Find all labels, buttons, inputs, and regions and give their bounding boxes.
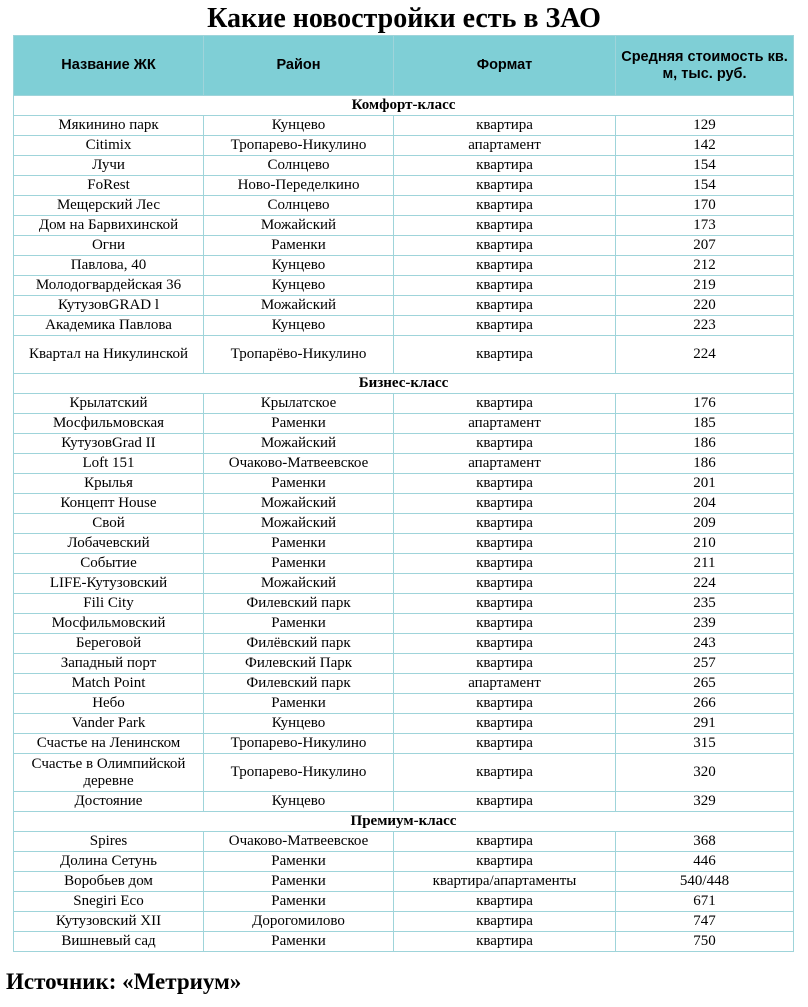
table-row bbox=[14, 892, 794, 912]
cell-name: Счастье на Ленинском bbox=[14, 734, 204, 754]
cell-format: квартира bbox=[394, 754, 616, 792]
cell-format: апартамент bbox=[394, 414, 616, 434]
cell-name: Западный порт bbox=[14, 654, 204, 674]
table-row bbox=[14, 156, 794, 176]
cell-price: 129 bbox=[616, 116, 794, 136]
cell-district: Раменки bbox=[204, 534, 394, 554]
cell-price: 329 bbox=[616, 792, 794, 812]
table-row bbox=[14, 714, 794, 734]
cell-format: квартира bbox=[394, 236, 616, 256]
cell-price: 186 bbox=[616, 434, 794, 454]
cell-district: Раменки bbox=[204, 694, 394, 714]
cell-name: Дом на Барвихинской bbox=[14, 216, 204, 236]
table-row bbox=[14, 136, 794, 156]
table-row bbox=[14, 336, 794, 374]
table-row bbox=[14, 316, 794, 336]
cell-name: FoRest bbox=[14, 176, 204, 196]
cell-district: Тропарево-Никулино bbox=[204, 754, 394, 792]
table-row bbox=[14, 694, 794, 714]
cell-district: Можайский bbox=[204, 296, 394, 316]
cell-price: 209 bbox=[616, 514, 794, 534]
cell-district: Тропарёво-Никулино bbox=[204, 336, 394, 374]
table-row bbox=[14, 394, 794, 414]
page-title: Какие новостройки есть в ЗАО bbox=[207, 3, 601, 34]
table-row bbox=[14, 276, 794, 296]
table-row bbox=[14, 832, 794, 852]
cell-format: квартира bbox=[394, 474, 616, 494]
cell-name: Счастье в Олимпийской деревне bbox=[14, 754, 204, 792]
table-row bbox=[14, 734, 794, 754]
cell-district: Очаково-Матвеевское bbox=[204, 454, 394, 474]
cell-name: Мосфильмовская bbox=[14, 414, 204, 434]
cell-price: 142 bbox=[616, 136, 794, 156]
table-row bbox=[14, 574, 794, 594]
cell-name: Loft 151 bbox=[14, 454, 204, 474]
cell-price: 223 bbox=[616, 316, 794, 336]
cell-name: Свой bbox=[14, 514, 204, 534]
cell-name: Долина Сетунь bbox=[14, 852, 204, 872]
cell-price: 201 bbox=[616, 474, 794, 494]
cell-price: 320 bbox=[616, 754, 794, 792]
table-row bbox=[14, 912, 794, 932]
cell-format: квартира bbox=[394, 614, 616, 634]
cell-format: квартира bbox=[394, 434, 616, 454]
cell-format: квартира bbox=[394, 196, 616, 216]
cell-district: Раменки bbox=[204, 852, 394, 872]
cell-name: КутузовGrad II bbox=[14, 434, 204, 454]
cell-name: Огни bbox=[14, 236, 204, 256]
cell-price: 265 bbox=[616, 674, 794, 694]
cell-price: 368 bbox=[616, 832, 794, 852]
cell-format: квартира bbox=[394, 494, 616, 514]
cell-format: квартира bbox=[394, 176, 616, 196]
cell-name: Мосфильмовский bbox=[14, 614, 204, 634]
cell-price: 540/448 bbox=[616, 872, 794, 892]
cell-price: 747 bbox=[616, 912, 794, 932]
cell-price: 315 bbox=[616, 734, 794, 754]
cell-format: квартира bbox=[394, 216, 616, 236]
cell-price: 239 bbox=[616, 614, 794, 634]
header-price: Средняя стоимость кв. м, тыс. руб. bbox=[616, 36, 794, 96]
table-row bbox=[14, 216, 794, 236]
table-row bbox=[14, 256, 794, 276]
cell-name: Павлова, 40 bbox=[14, 256, 204, 276]
cell-name: Небо bbox=[14, 694, 204, 714]
cell-name: Vander Park bbox=[14, 714, 204, 734]
cell-district: Раменки bbox=[204, 932, 394, 952]
cell-district: Кунцево bbox=[204, 116, 394, 136]
cell-district: Раменки bbox=[204, 236, 394, 256]
cell-format: квартира bbox=[394, 714, 616, 734]
cell-district: Солнцево bbox=[204, 156, 394, 176]
cell-price: 173 bbox=[616, 216, 794, 236]
cell-name: Событие bbox=[14, 554, 204, 574]
cell-district: Раменки bbox=[204, 474, 394, 494]
cell-price: 154 bbox=[616, 156, 794, 176]
cell-price: 257 bbox=[616, 654, 794, 674]
cell-price: 671 bbox=[616, 892, 794, 912]
cell-price: 212 bbox=[616, 256, 794, 276]
cell-price: 211 bbox=[616, 554, 794, 574]
cell-price: 185 bbox=[616, 414, 794, 434]
cell-format: квартира bbox=[394, 116, 616, 136]
cell-format: квартира bbox=[394, 574, 616, 594]
cell-district: Раменки bbox=[204, 614, 394, 634]
cell-district: Можайский bbox=[204, 216, 394, 236]
cell-format: квартира bbox=[394, 554, 616, 574]
cell-district: Кунцево bbox=[204, 792, 394, 812]
cell-name: Мякинино парк bbox=[14, 116, 204, 136]
cell-format: апартамент bbox=[394, 136, 616, 156]
cell-district: Солнцево bbox=[204, 196, 394, 216]
cell-district: Кунцево bbox=[204, 256, 394, 276]
cell-price: 210 bbox=[616, 534, 794, 554]
table-row bbox=[14, 514, 794, 534]
cell-district: Раменки bbox=[204, 554, 394, 574]
cell-format: квартира bbox=[394, 912, 616, 932]
cell-format: квартира bbox=[394, 852, 616, 872]
table-body bbox=[14, 96, 794, 952]
section-row bbox=[14, 96, 794, 116]
cell-price: 154 bbox=[616, 176, 794, 196]
cell-name: Кутузовский XII bbox=[14, 912, 204, 932]
cell-format: квартира bbox=[394, 276, 616, 296]
table-row bbox=[14, 414, 794, 434]
cell-format: квартира bbox=[394, 892, 616, 912]
cell-price: 204 bbox=[616, 494, 794, 514]
cell-format: апартамент bbox=[394, 454, 616, 474]
cell-name: Match Point bbox=[14, 674, 204, 694]
cell-name: Snegiri Eco bbox=[14, 892, 204, 912]
cell-format: квартира bbox=[394, 316, 616, 336]
cell-price: 224 bbox=[616, 336, 794, 374]
cell-name: Береговой bbox=[14, 634, 204, 654]
table-row bbox=[14, 494, 794, 514]
cell-price: 224 bbox=[616, 574, 794, 594]
cell-name: Крылатский bbox=[14, 394, 204, 414]
table-row bbox=[14, 534, 794, 554]
section-row bbox=[14, 374, 794, 394]
cell-district: Можайский bbox=[204, 494, 394, 514]
cell-price: 446 bbox=[616, 852, 794, 872]
header-district: Район bbox=[204, 36, 394, 96]
cell-name: Fili City bbox=[14, 594, 204, 614]
cell-district: Раменки bbox=[204, 892, 394, 912]
cell-district: Можайский bbox=[204, 574, 394, 594]
cell-format: квартира bbox=[394, 394, 616, 414]
cell-district: Ново-Переделкино bbox=[204, 176, 394, 196]
cell-name: Citimix bbox=[14, 136, 204, 156]
table-row bbox=[14, 754, 794, 792]
cell-district: Филевский парк bbox=[204, 674, 394, 694]
header-format: Формат bbox=[394, 36, 616, 96]
cell-name: Квартал на Никулинской bbox=[14, 336, 204, 374]
cell-name: Воробьев дом bbox=[14, 872, 204, 892]
cell-name: Лобачевский bbox=[14, 534, 204, 554]
cell-district: Кунцево bbox=[204, 276, 394, 296]
section-title: Бизнес-класс bbox=[14, 374, 794, 394]
table-row bbox=[14, 454, 794, 474]
source-note: Источник: «Метриум» bbox=[6, 969, 242, 994]
table-row bbox=[14, 594, 794, 614]
table-row bbox=[14, 852, 794, 872]
cell-name: LIFE-Кутузовский bbox=[14, 574, 204, 594]
table-row bbox=[14, 614, 794, 634]
header-name: Название ЖК bbox=[14, 36, 204, 96]
cell-district: Кунцево bbox=[204, 316, 394, 336]
cell-price: 750 bbox=[616, 932, 794, 952]
table-row bbox=[14, 932, 794, 952]
cell-name: Мещерский Лес bbox=[14, 196, 204, 216]
cell-price: 291 bbox=[616, 714, 794, 734]
table-row bbox=[14, 474, 794, 494]
cell-format: квартира bbox=[394, 296, 616, 316]
table-row bbox=[14, 654, 794, 674]
cell-price: 235 bbox=[616, 594, 794, 614]
table-row bbox=[14, 296, 794, 316]
table-row bbox=[14, 872, 794, 892]
cell-district: Кунцево bbox=[204, 714, 394, 734]
cell-price: 176 bbox=[616, 394, 794, 414]
cell-name: Молодогвардейская 36 bbox=[14, 276, 204, 296]
cell-name: Вишневый сад bbox=[14, 932, 204, 952]
cell-district: Можайский bbox=[204, 514, 394, 534]
cell-format: апартамент bbox=[394, 674, 616, 694]
cell-format: квартира bbox=[394, 594, 616, 614]
table-row bbox=[14, 792, 794, 812]
cell-format: квартира bbox=[394, 634, 616, 654]
cell-format: квартира bbox=[394, 832, 616, 852]
cell-format: квартира bbox=[394, 514, 616, 534]
section-title: Премиум-класс bbox=[14, 812, 794, 832]
cell-district: Филевский Парк bbox=[204, 654, 394, 674]
cell-district: Филёвский парк bbox=[204, 634, 394, 654]
cell-format: квартира bbox=[394, 654, 616, 674]
cell-format: квартира bbox=[394, 694, 616, 714]
cell-district: Дорогомилово bbox=[204, 912, 394, 932]
cell-format: квартира bbox=[394, 534, 616, 554]
cell-price: 219 bbox=[616, 276, 794, 296]
cell-price: 266 bbox=[616, 694, 794, 714]
cell-name: КутузовGRAD l bbox=[14, 296, 204, 316]
cell-price: 220 bbox=[616, 296, 794, 316]
cell-format: квартира bbox=[394, 256, 616, 276]
price-table bbox=[13, 35, 794, 952]
cell-format: квартира/апартаменты bbox=[394, 872, 616, 892]
cell-price: 170 bbox=[616, 196, 794, 216]
cell-district: Можайский bbox=[204, 434, 394, 454]
table-header-row bbox=[14, 36, 794, 96]
cell-name: Лучи bbox=[14, 156, 204, 176]
table-row bbox=[14, 116, 794, 136]
section-row bbox=[14, 812, 794, 832]
table-row bbox=[14, 434, 794, 454]
cell-name: Концепт House bbox=[14, 494, 204, 514]
cell-format: квартира bbox=[394, 734, 616, 754]
table-row bbox=[14, 674, 794, 694]
cell-format: квартира bbox=[394, 156, 616, 176]
cell-format: квартира bbox=[394, 336, 616, 374]
table-row bbox=[14, 634, 794, 654]
cell-name: Крылья bbox=[14, 474, 204, 494]
cell-district: Тропарево-Никулино bbox=[204, 136, 394, 156]
cell-name: Достояние bbox=[14, 792, 204, 812]
cell-price: 186 bbox=[616, 454, 794, 474]
table-row bbox=[14, 176, 794, 196]
cell-price: 243 bbox=[616, 634, 794, 654]
table-row bbox=[14, 236, 794, 256]
cell-name: Spires bbox=[14, 832, 204, 852]
cell-district: Филевский парк bbox=[204, 594, 394, 614]
section-title: Комфорт-класс bbox=[14, 96, 794, 116]
cell-format: квартира bbox=[394, 792, 616, 812]
cell-name: Академика Павлова bbox=[14, 316, 204, 336]
cell-district: Раменки bbox=[204, 872, 394, 892]
table-row bbox=[14, 196, 794, 216]
cell-district: Очаково-Матвеевское bbox=[204, 832, 394, 852]
cell-district: Крылатское bbox=[204, 394, 394, 414]
cell-district: Раменки bbox=[204, 414, 394, 434]
cell-district: Тропарево-Никулино bbox=[204, 734, 394, 754]
cell-price: 207 bbox=[616, 236, 794, 256]
table-row bbox=[14, 554, 794, 574]
cell-format: квартира bbox=[394, 932, 616, 952]
